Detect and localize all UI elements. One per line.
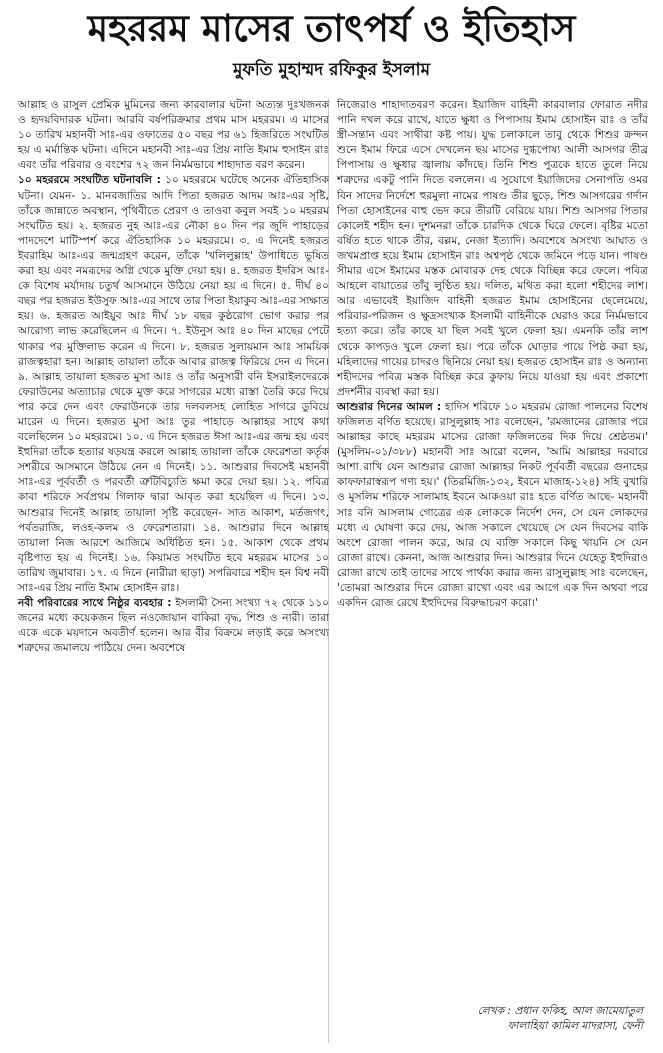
author-credit [343,1004,643,1034]
amal-heading: আশুরার দিনের আমল : [337,400,442,413]
cruelty-heading: নবী পরিবারের সাথে নিষ্ঠুর ব্যবহার : [18,597,172,610]
events-heading: ১০ মহররমে সংঘটিত ঘটনাবলি : [18,174,161,187]
intro-paragraph: আল্লাহ ও রাসুল প্রেমিক মুমিনের জন্য কারবালার ঘটনা অত্যন্ত দুঃখজনক ও হৃদয়বিদারক ঘটনা। আরবি বর্ষপরিক্রমার প্রথম মাস মহররম। এ মাসের ১০ তারিখ মহানবী সাঃ-এর ওফাতের ৫০ বছর পর ৬১ হিজরিতে সংঘটিত হয় এ মর্মান্তিক ঘটনা। এদিনে মহানবী সাঃ-এর প্রিয় নাতি ইমাম হুসাইন রাঃ এবং তাঁর পরিবার ও বংশের ৭২ জন নির্মমভাবে শাহাদাত বরণ করেন। [18,99,329,172]
amal-paragraph [337,400,648,611]
credit-line-1: লেখক : প্রধান ফকিহ, আল জামেয়াতুল [477,1005,643,1017]
events-paragraph [18,173,329,596]
left-column [18,98,329,656]
headline: মহররম মাসের তাৎপর্য ও ইতিহাস [87,7,576,50]
right-column [337,98,648,611]
credit-line-2: ফালাহিয়া কামিল মাদরাসা, ফেনী [507,1020,643,1032]
cruelty-paragraph [18,596,329,656]
continuation-paragraph: নিজেরাও শাহাদাতবরণ করেন। ইয়াজিদ বাহিনী কারবালার ফোরাত নদীর পানি দখল করে রাখে, যাতে ক্ষুধা ও পিপাসায় ইমাম হোসাইন রাঃ ও তাঁর স্ত্রী-সন্তান এবং সাথীরা কষ্ট পায়। যুদ্ধ চলাকালে তাবু থেকে শিশুর ক্রন্দন শুনে ইমাম ফিরে এসে দেখলেন ছয় মাসের দুগ্ধপোষ্য আলী আসগর তীব্র পিপাসায় ও ক্ষুধার জ্বালায় কাঁদছে। তিনি শিশু পুত্রকে হাতে তুলে নিয়ে শত্রুদের একটু পানি দিতে বললেন। এ সুযোগে ইয়াজিদের সেনাপতি ওমর বিন সাদের নির্দেশে হুরমুলা নামের পাষণ্ড তীর ছুড়ে, শিশু আসগরের গর্দান পিতা হোসাইনের বাহু ভেদ করে তীরটি বেরিয়ে যায়। শিশু আসগর পিতার কোলেই শহীদ হন। দুশমনরা তাঁকে চারদিক থেকে ঘিরে ফেলে। বৃষ্টির মতো বর্ষিত হতে থাকে তীর, বল্লম, নেজা ইত্যাদি। অবশেষে অসংখ্য আঘাত ও জখমপ্রাপ্ত হয়ে ইমাম হোসাইন রাঃ অশ্বপৃষ্ঠ থেকে জমিনে পড়ে যান। পাষণ্ড সীমার এসে ইমামের মস্তক মোবারক দেহ থেকে বিচ্ছিন্ন করে ফেলে। পবিত্র আহলে বায়াতের তাঁবু লুণ্ঠিত হয়। দলিত, মথিত করা হলো শহীদের লাশ। আর এভাবেই ইয়াজিদ বাহিনী হজরত ইমাম হোসাইনের ছেলেমেয়ে, পরিবার-পরিজন ও ক্ষুদ্রসংখ্যক ইসলামী বাহিনীকে ঘেরাও করে নির্মমভাবে হত্যা করে। তাঁর কাছে যা ছিল সবই খুলে ফেলা হয়। এমনকি তাঁর লাশ থেকে কাপড়ও খুলে ফেলা হয়। পরে তাঁকে ঘোড়ার পায়ে পিষ্ঠ করা হয়, মহিলাদের গায়ের চাদরও ছিনিয়ে নেয়া হয়। হজরত হোসাইন রাঃ ও অন্যান্য শহীদদের পবিত্র মস্তক বিচ্ছিন্ন করে কুফায় নিয়ে যাওয়া হয় এবং প্রকাশ্যে প্রদর্শনীর ব্যবস্থা করা হয়। [337,99,648,398]
author-byline: মুফতি মুহাম্মদ রফিকুর ইসলাম [232,60,431,80]
events-text: ১০ মহররমে ঘটেছে অনেক ঐতিহাসিক ঘটনা। যেমন- ১. মানবজাতির আদি পিতা হজরত আদম আঃ-এর সৃষ্টি, তাঁকে জান্নাতে অবস্থান, পৃথিবীতে প্রেরণ ও তাওবা কবুল সবই ১০ মহররম সংঘটিত হয়। ২. হজরত নুহ আঃ-এর নৌকা ৪০ দিন পর জুদি পাহাড়ের পাদদেশে মাটিস্পর্শ করে ঐতিহাসিক ১০ মহররমে। ৩. এ দিনেই হজরত ইবরাহিম আঃ-এর জন্মগ্রহণ করেন, তাঁকে 'খলিলুল্লাহ' উপাধিতে ভূষিত করা হয় এবং নমরূদের অগ্নি থেকে মুক্তি দেয়া হয়। ৪. হজরত ইদরিস আঃ-কে বিশেষ মর্যাদায় চতুর্থ আসমানে উঠিয়ে নেয়া হয় এ দিনে। ৫. দীর্ঘ ৪০ বছর পর হজরত ইউসুফ আঃ-এর সাথে তার পিতা ইয়াকুব আঃ-এর সাক্ষাত হয়। ৬. হজরত আইয়ুব আঃ দীর্ঘ ১৮ বছর কুষ্ঠরোগ ভোগ করার পর আরোগ্য লাভ করেছিলেন এ দিনে। ৭. ইউনুস আঃ ৪০ দিন মাছের পেটে থাকার পর মুক্তিলাভ করেন এ দিনে। ৮. হজরত সুলায়মান আঃ সাময়িক রাজত্বহারা হন। আল্লাহ তায়ালা তাঁকে আবার রাজত্ব ফিরিয়ে দেন এ দিনে। ৯. আল্লাহ তায়ালা হজরত মুসা আঃ ও তাঁর অনুসারী বনি ইসরাইলদেরকে ফেরাউনের অত্যাচার থেকে মুক্ত করে সাগরের মধ্যে রাস্তা তৈরি করে দিয়ে পার করে দেন এবং ফেরাউনকে তার দলবলসহ লোহিত সাগরে ডুবিয়ে মারেন এ দিনে। হজরত মুসা আঃ তুর পাহাড়ে আল্লাহর সাথে কথা বলেছিলেন ১০ মহররমে। ১০. এ দিনে হজরত ঈসা আঃ-এর জন্ম হয় এবং ইহুদিরা তাঁকে হত্যার ষড়যন্ত্র করলে আল্লাহ তায়ালা তাঁকে ফেরেশতা কর্তৃক সশরীরে আসমানে উঠিয়ে নেন এ দিনেই। ১১. আশুরার দিবসেই মহানবী সাঃ-এর পূর্ববর্তী ও পরবর্তী ত্রুটিবিচ্যুতি ক্ষমা করে দেয়া হয়। ১২. পবিত্র কাবা শরিফে সর্বপ্রথম গিলাফ দ্বারা আবৃত করা হয়েছিল এ দিনে। ১৩. আশুরার দিনেই আল্লাহ তায়ালা সৃষ্টি করেছেন- সাত আকাশ, মর্তজগৎ, পর্বতরাজি, লওহ-কলম ও ফেরেশতারা। ১৪. আশুরার দিনে আল্লাহ তায়ালা নিজ আরশে আজিমে অধিষ্ঠিত হন। ১৫. আকাশ থেকে প্রথম বৃষ্টিপাত হয় এ দিনেই। ১৬. কিয়ামত সংঘটিত হবে মহররম মাসের ১০ তারিখ জুমাবার। ১৭. এ দিনে (নারীরা ছাড়া) সপরিবারে শহীদ হন বিশ্ব নবী সাঃ-এর প্রিয় নাতি ইমাম হোসাইন রাঃ। [18,174,329,594]
amal-text: হাদিস শরিফে ১০ মহররম রোজা পালনের বিশেষ ফজিলত বর্ণিত হয়েছে। রাসুলুল্লাহ সাঃ বলেছেন, 'রমজানের রোজার পরে আল্লাহর কাছে মহররম মাসের রোজা ফজিলতের দিক দিয়ে শ্রেষ্ঠতম।' (মুসলিম-০১/৩৮৮) মহানবী সাঃ আরো বলেন, 'আমি আল্লাহর দরবারে আশা রাখি যেন আশুরার রোজা আল্লাহর নিকট পূর্ববর্তী বছরের গুনাহের কাফফারাস্বরূপ গণ্য হয়।' (তিরমিজি-১৩২, ইবনে মাজাহ-১২৪) সহি বুখারি ও মুসলিম শরিফে সালামাহ ইবনে আকওয়া রাঃ হতে বর্ণিত আছে- মহানবী সাঃ বনি আসলাম গোত্রের এক লোককে নির্দেশ দেন, সে যেন লোকদের মধ্যে এ ঘোষণা করে দেয়, আজ সকালে খেয়েছে সে যেন দিবসের বাকি অংশে রোজা পালন করে, আর যে ব্যক্তি সকালে কিছু খায়নি সে যেন রোজা রাখে। কেননা, আজ আশুরার দিন। আশুরার দিনে যেহেতু ইহুদিরাও রোজা রাখে তাই তাদের সাথে পার্থক্য করার জন্য রাসুলুল্লাহ সাঃ বলেছেন, 'তোমরা আশুরার দিনে রোজা রাখো এবং এর আগে এক দিন অথবা পরে একদিন রোজ রেখে ইহুদিদের বিরুদ্ধাচরণ করো।' [337,400,648,610]
cruelty-text: ইসলামী সৈন্য সংখ্যা ৭২ থেকে ১১০ জনের মধ্যে কয়েকজন ছিল নওজোয়ান বাকিরা বৃদ্ধ, শিশু ও নারী। তারা একে একে ময়দানে অবতীর্ণ হলেন। আর বীর বিক্রমে লড়াই করে অসংখ্য শত্রুদের জমালয়ে পাঠিয়ে দেন। অবশেষে [18,597,329,655]
